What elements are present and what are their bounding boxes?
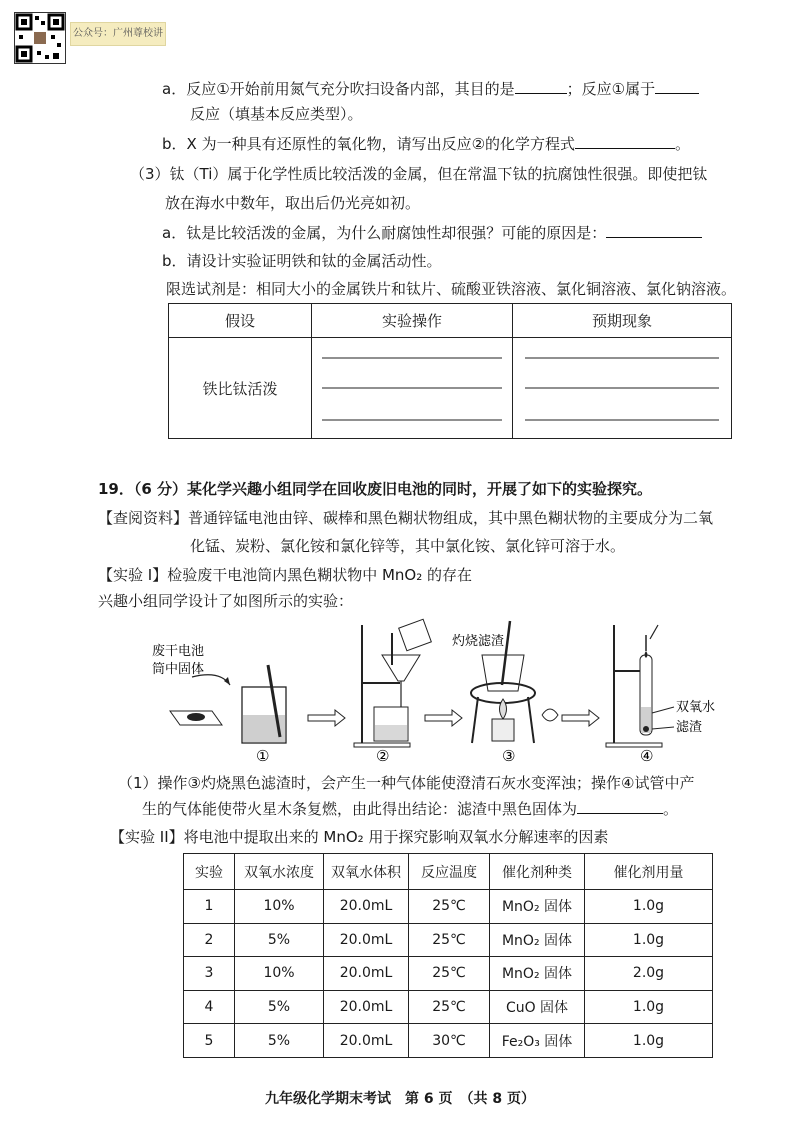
q18-reagents: 限选试剂是：相同大小的金属铁片和钛片、硫酸亚铁溶液、氯化铜溶液、氯化钠溶液。 [166,280,737,298]
table-cell: 20.0mL [324,890,409,924]
answer-lines [517,338,727,434]
funnel [382,655,420,681]
step-label-1: ① [256,747,270,765]
q19-exp1-desc: 兴趣小组同学设计了如图所示的实验： [98,592,354,610]
table-cell: 1.0g [585,1024,713,1058]
q18-a-line2: 反应（填基本反应类型）。 [190,105,363,123]
stand-base-4 [606,743,662,747]
step-label-3: ③ [502,747,516,765]
page-footer: 九年级化学期末考试 第 6 页 （共 8 页） [265,1091,535,1107]
table-cell: 5% [235,990,324,1024]
table-cell: 20.0mL [324,957,409,991]
table-header: 反应温度 [409,854,490,890]
qr-code [14,12,66,64]
table-cell: 25℃ [409,923,490,957]
table-row [184,957,713,991]
table-header-row [184,854,713,890]
table-cell: 30℃ [409,1024,490,1058]
table-row [184,923,713,957]
tongs [542,709,558,721]
q19-title: 19．（6 分）某化学兴趣小组同学在回收废旧电池的同时，开展了如下的实验探究。 [98,480,653,498]
step-label-4: ④ [640,747,654,765]
table-header: 实验 [184,854,235,890]
table-cell: MnO₂ 固体 [490,890,585,924]
solid-pile [187,713,205,721]
table-cell: 20.0mL [324,1024,409,1058]
table-row [184,990,713,1024]
table-row [184,1024,713,1058]
table-cell: 1.0g [585,990,713,1024]
alcohol-lamp [492,719,514,741]
table-cell: 25℃ [409,890,490,924]
arrow-to-beaker [192,675,230,685]
phenomenon-answer-cell [513,338,732,439]
label-battery-2: 筒中固体 [152,661,205,676]
table-cell: MnO₂ 固体 [490,923,585,957]
table-cell: 3 [184,957,235,991]
hypothesis-table [168,303,732,439]
step-label-2: ② [376,747,390,765]
answer-blank [606,223,702,238]
label-battery-1: 废干电池 [152,643,205,658]
table-cell: 20.0mL [324,923,409,957]
table-cell: CuO 固体 [490,990,585,1024]
table-cell: 1 [184,890,235,924]
pouring-beaker [399,619,432,650]
answer-lines [314,338,510,434]
label-h2o2: 双氧水 [676,699,716,714]
arrow-1-2 [308,710,345,726]
table-cell: 2.0g [585,957,713,991]
q18-b-line: b．X 为一种具有还原性的氧化物，请写出反应②的化学方程式 。 [162,135,691,153]
table-cell: 5% [235,923,324,957]
q18-p3-b: b．请设计实验证明铁和钛的金属活动性。 [162,252,442,270]
table-cell: 1.0g [585,923,713,957]
table-cell: 10% [235,957,324,991]
answer-blank [655,79,699,94]
table-header: 双氧水浓度 [235,854,324,890]
q18-a-line1: a．反应①开始前用氮气充分吹扫设备内部，其目的是 ；反应①属于 [162,78,699,100]
q18-p3-line2: 放在海水中数年，取出后仍光亮如初。 [165,194,421,212]
table-cell: 2 [184,923,235,957]
answer-blank [577,799,663,814]
table-row [184,890,713,924]
operation-answer-cell [312,338,513,439]
label-residue: 滤渣 [676,719,703,734]
table-header: 预期现象 [513,304,732,338]
table-cell: 5% [235,1024,324,1058]
q19-exp2-title: 【实验 II】将电池中提取出来的 MnO₂ 用于探究影响双氧水分解速率的因素 [110,828,609,846]
table-header: 催化剂用量 [585,854,713,890]
table-header: 催化剂种类 [490,854,585,890]
answer-blank [515,79,567,94]
hypothesis-cell: 铁比钛活泼 [169,338,312,439]
table-cell: 25℃ [409,957,490,991]
table-cell: 10% [235,890,324,924]
table-cell: 5 [184,1024,235,1058]
q19-ref-line1: 【查阅资料】普通锌锰电池由锌、碳棒和黑色糊状物组成，其中黑色糊状物的主要成分为二氧 [98,509,714,527]
q18-p3-line1: （3）钛（Ti）属于化学性质比较活泼的金属，但在常温下钛的抗腐蚀性很强。即使把钛 [130,165,708,183]
q19-op1-line1: （1）操作③灼烧黑色滤渣时，会产生一种气体能使澄清石灰水变浑浊；操作④试管中产 [118,774,695,792]
apparatus-diagram [130,615,720,765]
arrow-2-3 [425,710,462,726]
table-cell: 4 [184,990,235,1024]
table-cell: Fe₂O₃ 固体 [490,1024,585,1058]
table-header: 双氧水体积 [324,854,409,890]
table-cell: MnO₂ 固体 [490,957,585,991]
arrow-3-4 [562,710,599,726]
table-cell: 25℃ [409,990,490,1024]
label-burn: 灼烧滤渣 [452,633,505,648]
answer-blank [575,134,675,149]
account-badge: 公众号：广州尊校讲 [70,22,166,46]
table-header: 实验操作 [312,304,513,338]
table-header: 假设 [169,304,312,338]
q19-ref-line2: 化锰、炭粉、氯化铵和氯化锌等，其中氯化铵、氯化锌可溶于水。 [190,537,626,555]
q19-exp1-title: 【实验 I】检验废干电池筒内黑色糊状物中 MnO₂ 的存在 [98,566,472,584]
q18-p3-a: a．钛是比较活泼的金属，为什么耐腐蚀性却很强？可能的原因是： [162,222,702,244]
experiment-table [183,853,713,1058]
table-cell: 1.0g [585,890,713,924]
table-cell: 20.0mL [324,990,409,1024]
q19-op1-line2: 生的气体能使带火星木条复燃，由此得出结论：滤渣中黑色固体为 。 [142,800,679,818]
